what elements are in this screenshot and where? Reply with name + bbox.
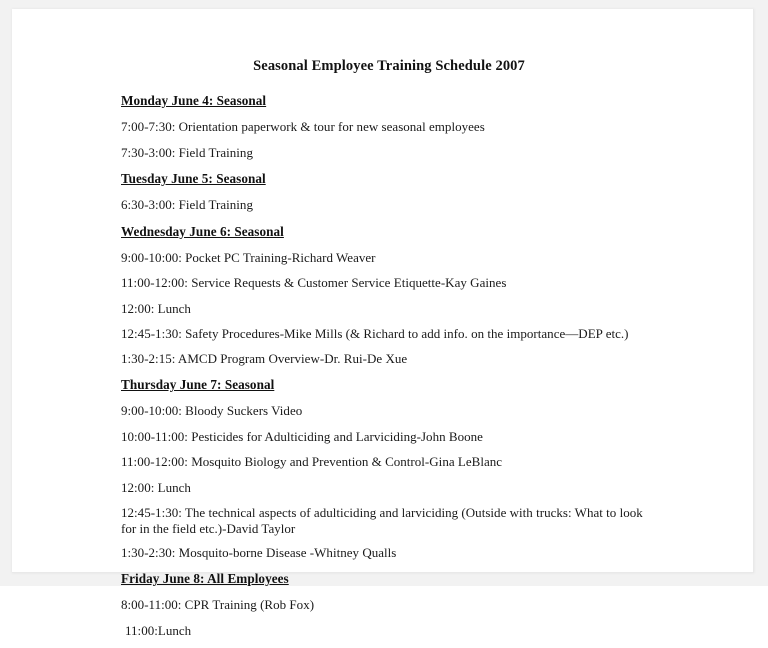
schedule-section-tuesday: [121, 170, 657, 214]
schedule-entry: 8:00-11:00: CPR Training (Rob Fox): [121, 597, 315, 613]
schedule-entry: 11:00-12:00: Mosquito Biology and Prevention & Control-Gina LeBlanc: [121, 454, 503, 470]
day-heading-tuesday: Tuesday June 5: Seasonal: [121, 171, 266, 187]
schedule-entry: 7:30-3:00: Field Training: [121, 144, 253, 160]
schedule-section-thursday: [121, 376, 657, 561]
day-heading-row: [121, 223, 657, 241]
schedule-entry: 7:00-7:30: Orientation paperwork & tour for new seasonal employees: [121, 119, 485, 135]
day-heading-row: [121, 570, 657, 588]
document-page: [12, 9, 754, 638]
day-heading-row: [121, 92, 657, 110]
day-heading-row: [121, 376, 657, 394]
schedule-section-friday: [121, 570, 657, 639]
schedule-entry: 12:45-1:30: The technical aspects of adulticiding and larviciding (Outside with trucks: What to look for in the field etc.)-David Taylor: [121, 505, 643, 536]
schedule-entry: 12:45-1:30: Safety Procedures-Mike Mills (& Richard to add info. on the importance—DEP etc.): [121, 326, 629, 342]
day-heading-thursday: Thursday June 7: Seasonal: [121, 377, 275, 393]
schedule-section-monday: [121, 92, 657, 161]
schedule-entry: 9:00-10:00: Bloody Suckers Video: [121, 403, 303, 419]
day-heading-monday: Monday June 4: Seasonal: [121, 93, 267, 109]
schedule-entry: 9:00-10:00: Pocket PC Training-Richard Weaver: [121, 249, 376, 265]
schedule-entry: 1:30-2:15: AMCD Program Overview-Dr. Rui-De Xue: [121, 350, 408, 366]
schedule-entry: 12:00: Lunch: [121, 479, 191, 495]
schedule-entry: 10:00-11:00: Pesticides for Adulticiding and Larviciding-John Boone: [121, 428, 483, 444]
page-title: Seasonal Employee Training Schedule 2007: [253, 58, 525, 74]
schedule-entry: 12:00: Lunch: [121, 300, 191, 316]
schedule-entry: 11:00:Lunch: [125, 622, 192, 638]
day-heading-wednesday: Wednesday June 6: Seasonal: [121, 223, 284, 239]
day-heading-row: [121, 170, 657, 188]
schedule-entry: 11:00-12:00: Service Requests & Customer Service Etiquette-Kay Gaines: [121, 275, 507, 291]
document-body: [121, 58, 657, 648]
day-heading-friday: Friday June 8: All Employees: [121, 571, 289, 587]
schedule-section-wednesday: [121, 223, 657, 367]
schedule-entry: 6:30-3:00: Field Training: [121, 197, 253, 213]
schedule-entry: 1:30-2:30: Mosquito-borne Disease -Whitney Qualls: [121, 544, 397, 560]
